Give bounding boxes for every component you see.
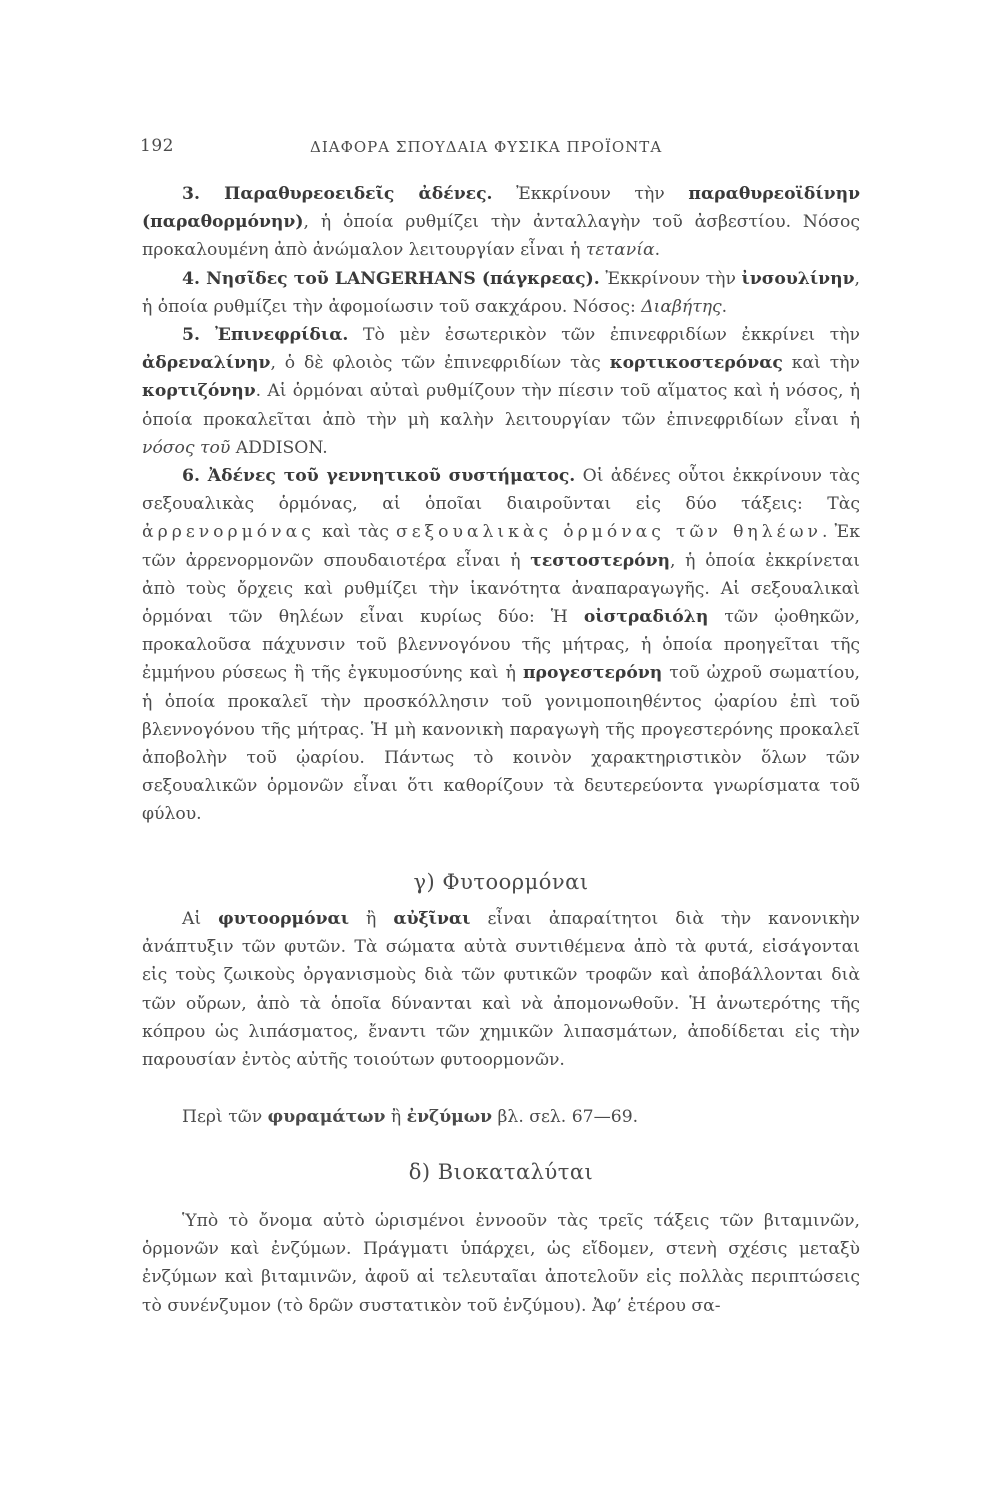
italic-term: τετανία (585, 240, 655, 261)
text-run: , ὁ δὲ φλοιὸς τῶν ἐπινεφριδίων τὰς (270, 353, 610, 374)
paragraph-langerhans (142, 265, 860, 321)
biocatalysts-section (142, 1207, 860, 1320)
text-run: Οἱ ἀδένες οὗτοι ἐκκρίνουν τὰς σεξουαλικὰς ὁρμόνας, αἱ ὁποῖαι διαιροῦνται εἰς δύο τάξεις: Τὰς (142, 466, 860, 515)
cross-reference (182, 1107, 638, 1127)
item-label: 3. Παραθυρεοειδεῖς ἀδένες. (182, 184, 493, 204)
text-run: τοῦ ὠχροῦ σωματίου, ἡ ὁποία προκαλεῖ τὴν προσκόλλησιν τοῦ γονιμοποιηθέντος ᾠαρίου ἐπὶ τοῦ βλεννογόνου τῆς μήτρας. Ἡ μὴ κανονικὴ παραγωγὴ τῆς προγεστερόνης προκαλεῖ ἀποβολὴν τοῦ ᾠαρίου. Πάντως τὸ κοινὸν χαρακτηριστικὸν ὅλων τῶν σεξουαλικῶν ὁρμονῶν εἶναι ὅτι καθορίζουν τὰ δευτερεύοντα γνωρίσματα τοῦ φύλου. (142, 663, 860, 825)
section-heading-biocatalysts: δ) Βιοκαταλύται (408, 1160, 594, 1184)
page-number: 192 (140, 136, 174, 156)
italic-term: Διαβήτης (641, 296, 722, 317)
running-title: ΔΙΑΦΟΡΑ ΣΠΟΥΔΑΙΑ ΦΥΣΙΚΑ ΠΡΟΪΟΝΤΑ (310, 138, 663, 156)
bold-term: κορτικοστερόνας (609, 353, 783, 374)
text-run: Αἱ (182, 909, 219, 929)
text-run: εἶναι ἀπαραίτητοι διὰ τὴν κανονικὴν ἀνάπτυξιν τῶν φυτῶν. Τὰ σώματα αὐτὰ συντιθέμενα ἀπὸ τὰ φυτά, εἰσάγονται εἰς τοὺς ζωικοὺς ὀργανισμοὺς διὰ τῶν φυτικῶν τροφῶν καὶ ἀποβάλλονται διὰ τῶν οὔρων, ἀπὸ τὰ ὁποῖα δύνανται καὶ νὰ ἀπομονωθοῦν. Ἡ ἀνωτερότης τῆς κόπρου ὡς λιπάσματος, ἔναντι τῶν χημικῶν λιπασμάτων, ἀποδίδεται εἰς τὴν παρουσίαν ἐντὸς αὐτῆς τοιούτων φυτοορμονῶν. (142, 909, 860, 1071)
paragraph-phytohormones (142, 905, 860, 1074)
paragraph-parathyroid (142, 180, 860, 265)
item-label: 4. Νησῖδες τοῦ LANGERHANS (πάγκρεας). (182, 268, 600, 289)
paragraph-biocatalysts: Ὑπὸ τὸ ὄνομα αὐτὸ ὡρισμένοι ἐννοοῦν τὰς τρεῖς τάξεις τῶν βιταμινῶν, ὁρμονῶν καὶ ἐνζύμων. Πράγματι ὑπάρχει, ὡς εἴδομεν, στενὴ σχέσις μεταξὺ ἐνζύμων καὶ βιταμινῶν, ἀφοῦ αἱ τελευταῖαι ἀποτελοῦν εἰς πολλὰς περιπτώσεις τὸ συνένζυμον (τὸ δρῶν συστατικὸν τοῦ ἐνζύμου). Ἀφ’ ἑτέρου σα- (142, 1211, 860, 1316)
bold-term: παραθυρεοϊδίνην (παραθορμόνην) (142, 184, 860, 233)
glands-list (142, 180, 860, 829)
bold-term: φυτοορμόναι (218, 909, 350, 929)
text-run: . Αἱ ὁρμόναι αὐταὶ ρυθμίζουν τὴν πίεσιν τοῦ αἵματος καὶ ἡ νόσος, ἡ ὁποία προκαλεῖται ἀπὸ τὴν μὴ καλὴν λειτουργίαν τῶν ἐπινεφριδίων εἶναι ἡ (142, 381, 860, 430)
spaced-term: ἀρρενορμόνας (142, 522, 315, 543)
spaced-term: σεξουαλικὰς ὁρμόνας τῶν θηλέων (396, 522, 822, 543)
bold-term: προγεστερόνη (522, 663, 663, 684)
phytohormones-section (142, 905, 860, 1074)
text-run: ADDISON. (230, 437, 328, 458)
text-run: . (721, 296, 728, 317)
section-heading-phytohormones: γ) Φυτοορμόναι (413, 870, 589, 894)
text-run: βλ. σελ. 67—69. (492, 1107, 639, 1127)
paragraph-adrenals (142, 321, 860, 462)
paragraph-reproductive (142, 462, 860, 829)
item-label: 6. Ἀδένες τοῦ γεννητικοῦ συστήματος. (182, 466, 576, 487)
text-run: τῶν ᾠοθηκῶν, προκαλοῦσα πάχυνσιν τοῦ βλεννογόνου τῆς μήτρας, ἡ ὁποία προηγεῖται τῆς ἐμμήνου ρύσεως ἢ τῆς ἐγκυμοσύνης καὶ ἡ (142, 607, 860, 684)
text-run: Περὶ τῶν (182, 1107, 268, 1127)
bold-term: ἐνζύμων (406, 1107, 493, 1127)
text-run: ἢ (349, 909, 394, 929)
text-run: ἢ (385, 1107, 407, 1127)
text-run: καὶ τὰς (314, 522, 396, 543)
bold-term: οἰστραδιόλη (583, 607, 709, 628)
text-run: . (654, 240, 661, 261)
text-run: . Ἐκ τῶν ἀρρενορμονῶν σπουδαιοτέρα εἶναι ἡ (142, 522, 860, 571)
text-run: Ἐκκρίνουν τὴν (492, 184, 689, 204)
running-header (140, 136, 860, 160)
italic-term: νόσος τοῦ (142, 437, 231, 458)
bold-term: τεστοστερόνη (530, 550, 671, 571)
text-run: , ἡ ὁποία ἐκκρίνεται ἀπὸ τοὺς ὄρχεις καὶ ρυθμίζει τὴν ἱκανότητα ἀναπαραγωγῆς. Αἱ σεξουαλικαὶ ὁρμόναι τῶν θηλέων εἶναι κυρίως δύο: Ἡ (142, 550, 860, 628)
bold-term: ἰνσουλίνην (741, 268, 855, 289)
text-run: Ἐκκρίνουν τὴν (599, 268, 742, 289)
item-label: 5. Ἐπινεφρίδια. (182, 325, 349, 346)
bold-term: αὐξῖναι (393, 909, 471, 929)
text-run: , ἡ ὁποία ρυθμίζει τὴν ἀφομοίωσιν τοῦ σακχάρου. Νόσος: (142, 268, 860, 317)
text-run: , ἡ ὁποία ρυθμίζει τὴν ἀνταλλαγὴν τοῦ ἀσβεστίου. Νόσος προκαλουμένη ἀπὸ ἀνώμαλον λειτουργίαν εἶναι ἡ (142, 212, 860, 261)
bold-term: φυραμάτων (267, 1107, 386, 1127)
bold-term: ἀδρεναλίνην (142, 353, 271, 374)
text-run: καὶ τὴν (782, 353, 860, 374)
text-run: Τὸ μὲν ἐσωτερικὸν τῶν ἐπινεφριδίων ἐκκρίνει τὴν (348, 325, 860, 346)
bold-term: κορτιζόνην (142, 381, 256, 402)
